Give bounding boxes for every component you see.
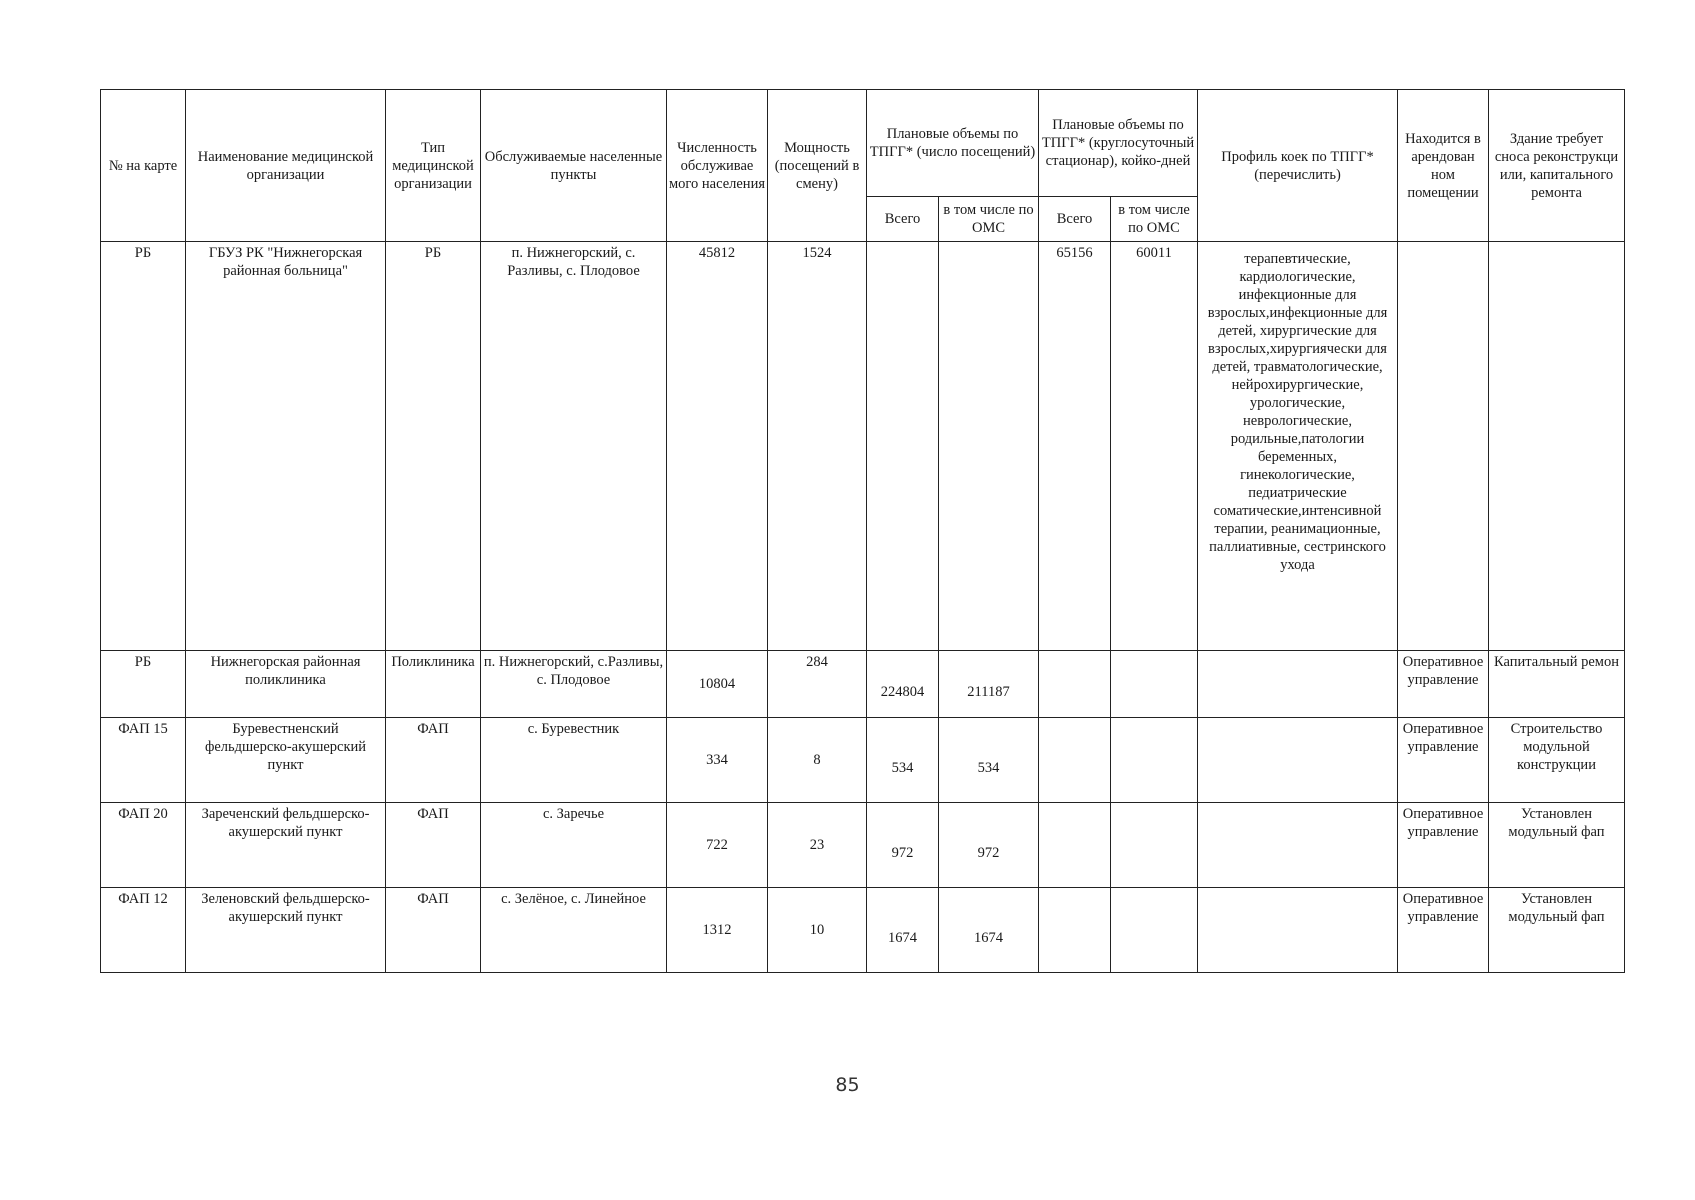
cell-settlements: с. Буревестник — [481, 718, 667, 803]
cell-population: 334 — [667, 718, 768, 803]
cell-profile — [1198, 888, 1398, 973]
cell-capacity: 10 — [768, 888, 867, 973]
cell-type: Поликлиника — [386, 651, 481, 718]
cell-beds-total — [1039, 718, 1111, 803]
cell-capacity: 8 — [768, 718, 867, 803]
cell-rented: Оперативное управление — [1398, 651, 1489, 718]
header-plan-beds: Плановые объемы по ТПГГ* (круглосуточный стационар), койко-дней — [1039, 90, 1198, 197]
table-row — [101, 242, 1625, 651]
header-capacity: Мощность (посещений в смену) — [768, 90, 867, 242]
header-name: Наименование медицинской организации — [186, 90, 386, 242]
cell-visits-oms: 1674 — [939, 888, 1039, 973]
cell-capacity: 284 — [768, 651, 867, 718]
cell-population: 1312 — [667, 888, 768, 973]
subheader-beds-total: Всего — [1039, 197, 1111, 242]
cell-type: ФАП — [386, 888, 481, 973]
cell-capacity: 23 — [768, 803, 867, 888]
cell-building: Установлен модульный фап — [1489, 888, 1625, 973]
cell-visits-oms: 972 — [939, 803, 1039, 888]
cell-profile — [1198, 651, 1398, 718]
cell-type: ФАП — [386, 718, 481, 803]
cell-beds-oms — [1111, 718, 1198, 803]
cell-type: ФАП — [386, 803, 481, 888]
cell-visits-oms: 534 — [939, 718, 1039, 803]
cell-population: 10804 — [667, 651, 768, 718]
header-building: Здание требует сноса реконструкци или, капитального ремонта — [1489, 90, 1625, 242]
cell-name: Зареченский фельдшерско-акушерский пункт — [186, 803, 386, 888]
cell-num: ФАП 15 — [101, 718, 186, 803]
cell-profile — [1198, 718, 1398, 803]
cell-name: Буревестненский фельдшерско-акушерский пункт — [186, 718, 386, 803]
table-header-row — [101, 90, 1625, 197]
cell-visits-oms: 211187 — [939, 651, 1039, 718]
subheader-visits-total: Всего — [867, 197, 939, 242]
cell-settlements: с. Заречье — [481, 803, 667, 888]
header-num: № на карте — [101, 90, 186, 242]
cell-settlements: п. Нижнегорский, с. Разливы, с. Плодовое — [481, 242, 667, 651]
cell-rented: Оперативное управление — [1398, 888, 1489, 973]
table-row — [101, 718, 1625, 803]
cell-beds-oms: 60011 — [1111, 242, 1198, 651]
cell-settlements: п. Нижнегорский, с.Разливы, с. Плодовое — [481, 651, 667, 718]
table-row — [101, 888, 1625, 973]
cell-beds-oms — [1111, 888, 1198, 973]
cell-visits-total: 534 — [867, 718, 939, 803]
facilities-table — [100, 89, 1625, 973]
cell-num: РБ — [101, 651, 186, 718]
cell-beds-total — [1039, 803, 1111, 888]
cell-building — [1489, 242, 1625, 651]
cell-population: 722 — [667, 803, 768, 888]
cell-building: Капитальный ремон — [1489, 651, 1625, 718]
cell-beds-total — [1039, 888, 1111, 973]
cell-name: Нижнегорская районная поликлиника — [186, 651, 386, 718]
cell-num: ФАП 20 — [101, 803, 186, 888]
cell-visits-total: 1674 — [867, 888, 939, 973]
header-profile: Профиль коек по ТПГГ* (перечислить) — [1198, 90, 1398, 242]
cell-rented: Оперативное управление — [1398, 803, 1489, 888]
cell-beds-oms — [1111, 651, 1198, 718]
header-population: Численность обслуживае мого населения — [667, 90, 768, 242]
page-number: 85 — [835, 1074, 860, 1096]
cell-building: Установлен модульный фап — [1489, 803, 1625, 888]
cell-visits-oms — [939, 242, 1039, 651]
cell-num: РБ — [101, 242, 186, 651]
cell-visits-total: 972 — [867, 803, 939, 888]
cell-profile — [1198, 803, 1398, 888]
subheader-beds-oms: в том числе по ОМС — [1111, 197, 1198, 242]
cell-rented: Оперативное управление — [1398, 718, 1489, 803]
cell-profile: терапевтические, кардиологические, инфекционные для взрослых,инфекционные для детей, хирургические для взрослых,хирургиячески для детей, травматологические, нейрохирургические, урологические, неврологические, родильные,патологии беременных, гинекологические, педиатрические соматические,интенсивной терапии, реанимационные, паллиативные, сестринского ухода — [1198, 242, 1398, 651]
header-plan-visits: Плановые объемы по ТПГГ* (число посещений) — [867, 90, 1039, 197]
cell-beds-oms — [1111, 803, 1198, 888]
header-rented: Находится в арендован ном помещении — [1398, 90, 1489, 242]
header-type: Тип медицинской организации — [386, 90, 481, 242]
cell-building: Строительство модульной конструкции — [1489, 718, 1625, 803]
header-settlements: Обслуживаемые населенные пункты — [481, 90, 667, 242]
subheader-visits-oms: в том числе по ОМС — [939, 197, 1039, 242]
cell-visits-total: 224804 — [867, 651, 939, 718]
cell-num: ФАП 12 — [101, 888, 186, 973]
cell-population: 45812 — [667, 242, 768, 651]
cell-name: ГБУЗ РК "Нижнегорская районная больница" — [186, 242, 386, 651]
table-row — [101, 803, 1625, 888]
cell-beds-total: 65156 — [1039, 242, 1111, 651]
table-row — [101, 651, 1625, 718]
cell-visits-total — [867, 242, 939, 651]
cell-capacity: 1524 — [768, 242, 867, 651]
cell-settlements: с. Зелёное, с. Линейное — [481, 888, 667, 973]
cell-rented — [1398, 242, 1489, 651]
cell-name: Зеленовский фельдшерско-акушерский пункт — [186, 888, 386, 973]
cell-beds-total — [1039, 651, 1111, 718]
cell-type: РБ — [386, 242, 481, 651]
